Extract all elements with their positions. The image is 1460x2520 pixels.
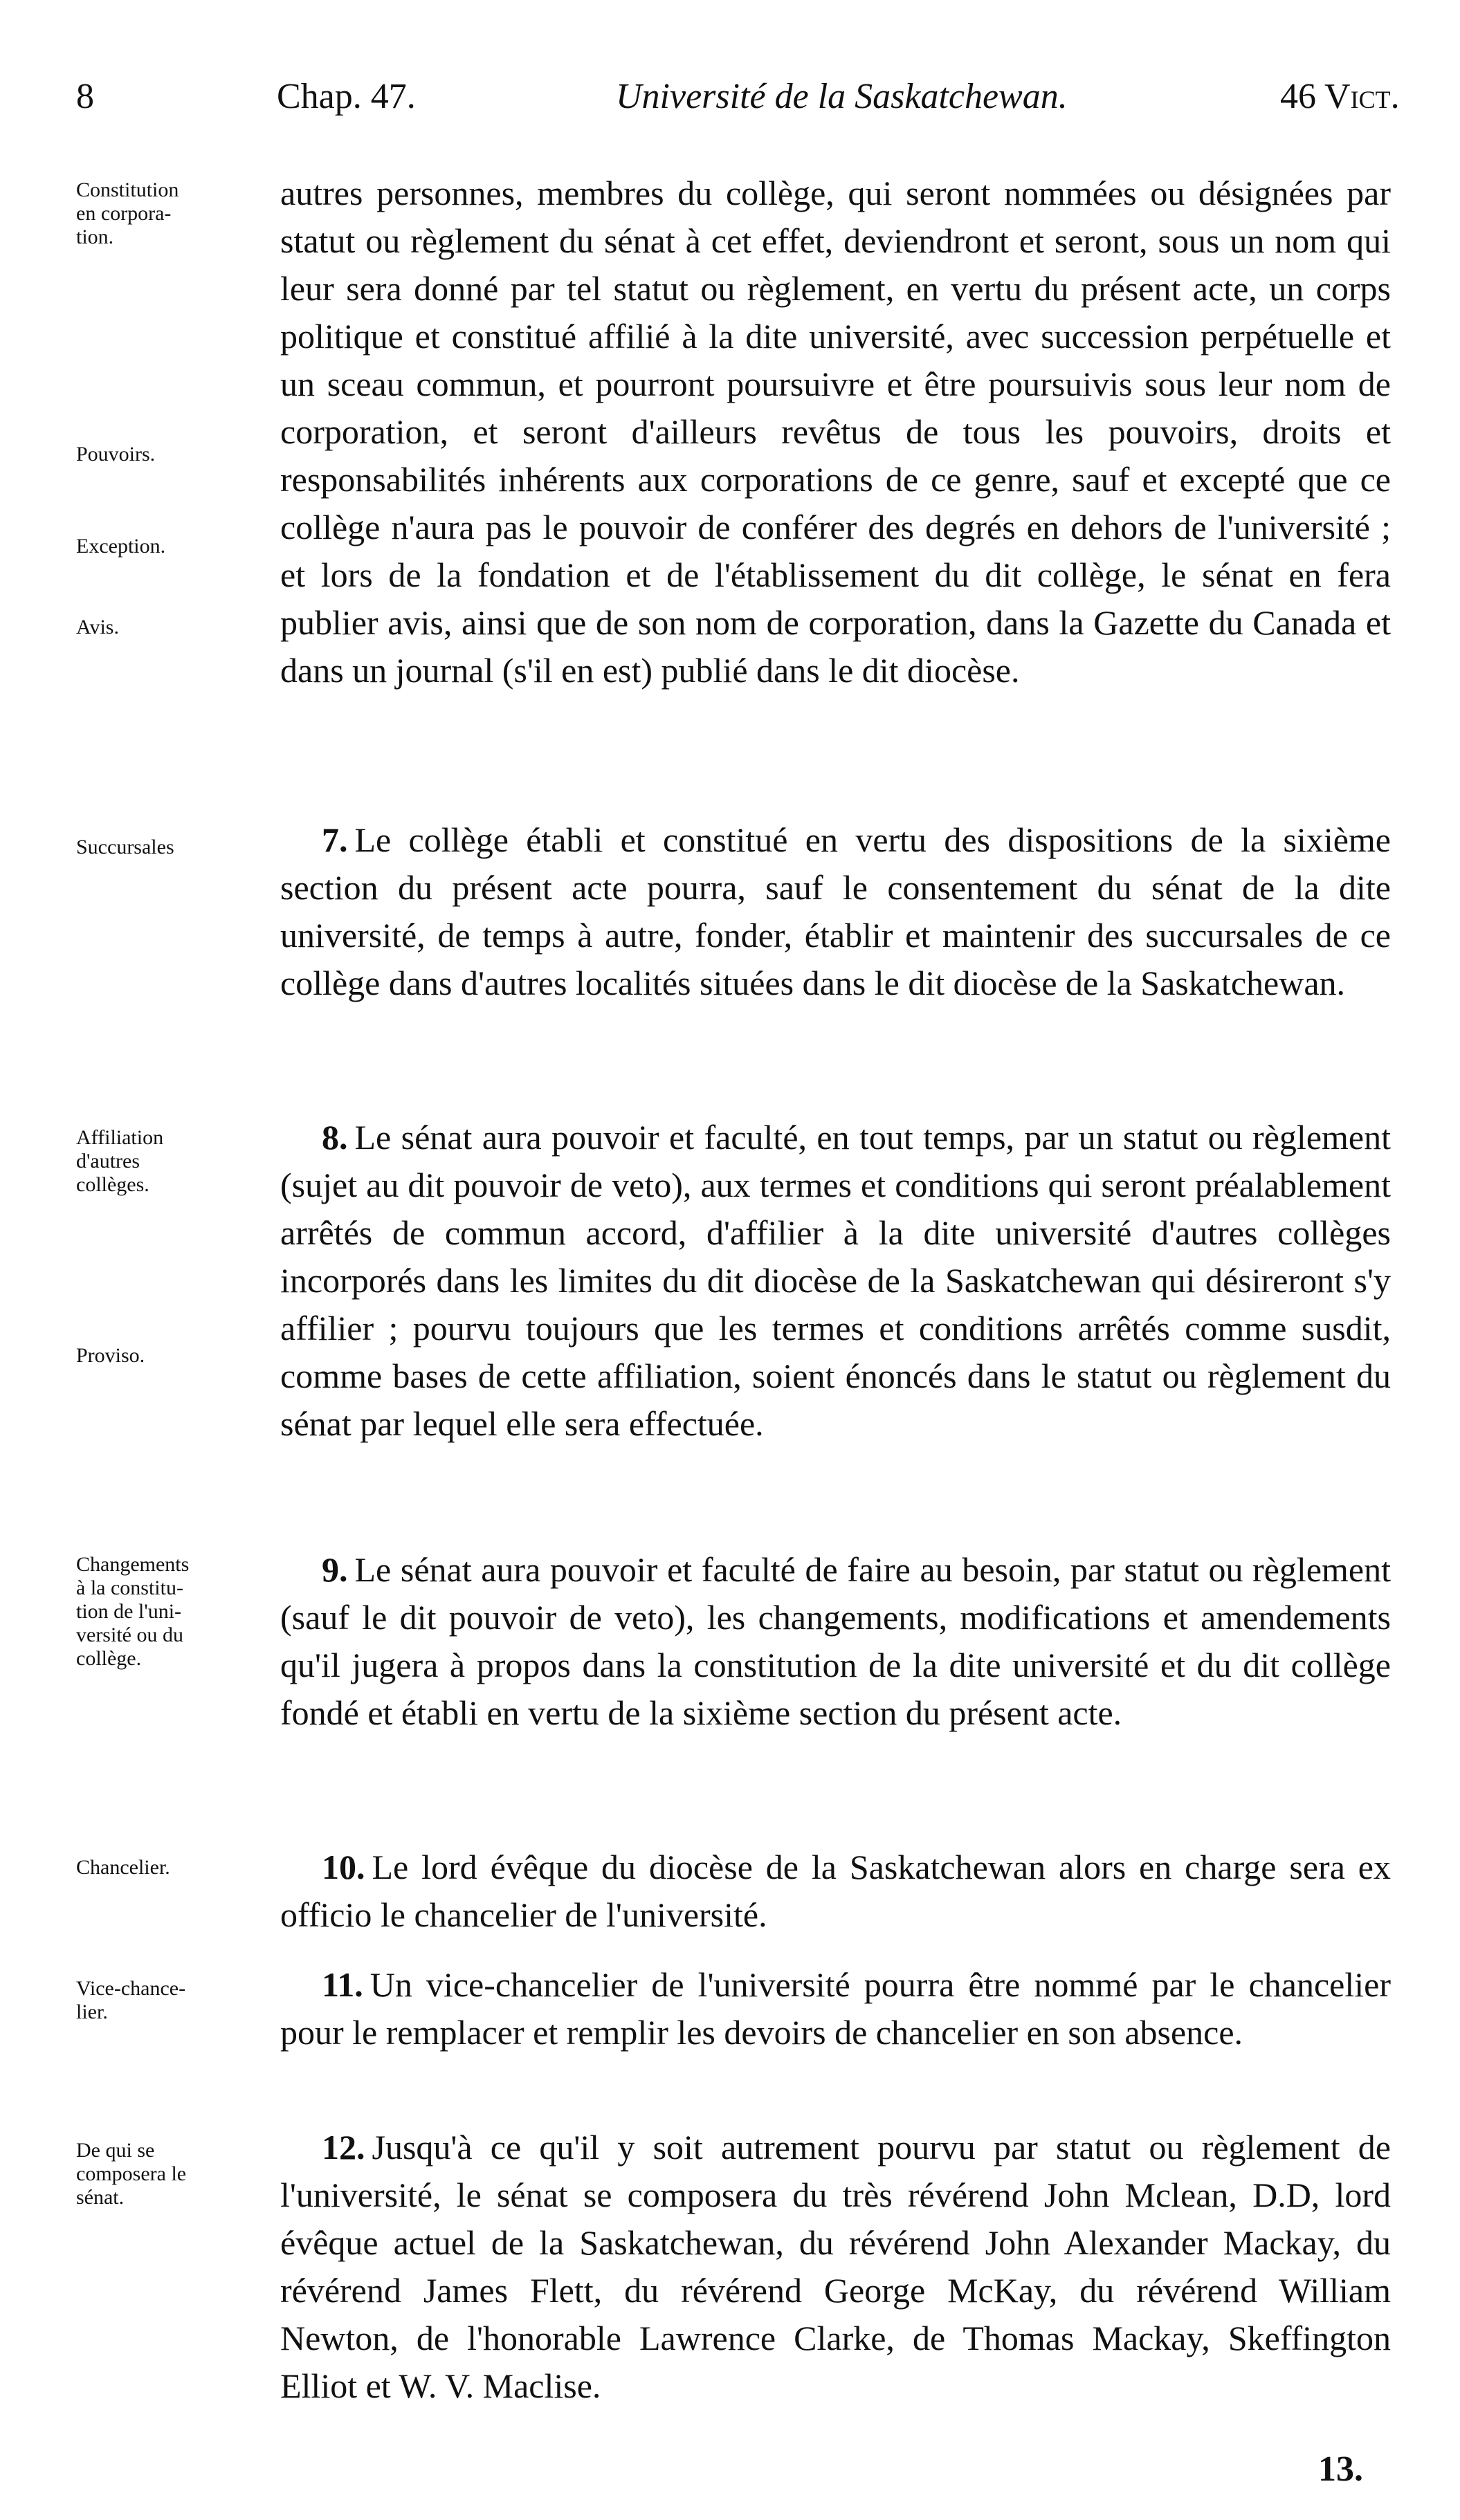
section-body — [280, 1961, 1391, 2057]
section-text: Le sénat aura pouvoir et faculté, en tout temps, par un statut ou règlement (sujet au dit pouvoir de veto), aux termes et conditions qui seront préalablement arrêtés de commun accord, d'affilier à la dite université d'autres collèges incorporés dans les limites du dit diocèse de la Saskatchewan qui désireront s'y affilier ; pourvu toujours que les termes et conditions arrêtés comme susdit, comme bases de cette affiliation, soient énoncés dans le statut ou règlement du sénat par lequel elle sera effectuée. — [280, 1118, 1391, 1443]
section-body — [280, 1546, 1391, 1737]
margin-note-affiliation: Affiliation d'autres collèges. — [76, 1126, 164, 1196]
page-number: 8 — [76, 77, 94, 116]
margin-note-constitution: Constitution en corpora- tion. — [76, 178, 179, 248]
margin-note-composition-senat: De qui se composera le sénat. — [76, 2139, 187, 2209]
running-header — [76, 76, 1400, 138]
catchword-next-section: 13. — [1318, 2449, 1363, 2489]
margin-note-chancelier: Chancelier. — [76, 1856, 170, 1879]
margin-note-avis: Avis. — [76, 616, 119, 638]
section-body — [280, 169, 1391, 695]
section-number: 10. — [322, 1848, 365, 1886]
section-number: 7. — [322, 820, 348, 859]
margin-note-vice-chancelier: Vice-chance- lier. — [76, 1977, 186, 2023]
section-text: autres personnes, membres du collège, qui seront nommées ou désignées par statut ou règlement du sénat à cet effet, deviendront et seront, sous un nom qui leur sera donné par tel statut ou règlement, en vertu du présent acte, un corps politique et constitué affilié à la dite université, avec succession perpétuelle et un sceau commun, et pourront poursuivre et être poursuivis sous leur nom de corporation, et seront d'ailleurs revêtus de tous les pouvoirs, droits et responsabilités inhérents aux corporations de ce genre, sauf et excepté que ce collège n'aura pas le pouvoir de conférer des degrés en dehors de l'université ; et lors de la fondation et de l'établissement du dit collège, le sénat en fera publier avis, ainsi que de son nom de corporation, dans la Gazette du Canada et dans un journal (s'il en est) publié dans le dit diocèse. — [280, 174, 1391, 690]
section-text: Un vice-chancelier de l'université pourra être nommé par le chancelier pour le remplacer et remplir les devoirs de chancelier en son absence. — [280, 1965, 1391, 2052]
margin-note-proviso: Proviso. — [76, 1344, 145, 1367]
section-body — [280, 1843, 1391, 1939]
section-body — [280, 1114, 1391, 1448]
section-number: 8. — [322, 1118, 348, 1157]
section-text: Le collège établi et constitué en vertu des dispositions de la sixième section du présent acte pourra, sauf le consentement du sénat de la dite université, de temps à autre, fonder, établir et maintenir des succursales de ce collège dans d'autres localités situées dans le dit diocèse de la Saskatchewan. — [280, 820, 1391, 1002]
chapter-label: Chap. 47. — [277, 77, 416, 116]
regnal-year: 46 Vict. — [1280, 77, 1400, 116]
margin-note-changements: Changements à la constitu- tion de l'uni- versité ou du collège. — [76, 1553, 190, 1670]
section-body — [280, 816, 1391, 1007]
margin-note-exception: Exception. — [76, 535, 166, 558]
section-body — [280, 2124, 1391, 2410]
section-number: 11. — [322, 1965, 363, 2004]
section-text: Le lord évêque du diocèse de la Saskatchewan alors en charge sera ex officio le chancelier de l'université. — [280, 1848, 1391, 1934]
running-title: Université de la Saskatchewan. — [616, 77, 1068, 116]
section-text: Jusqu'à ce qu'il y soit autrement pourvu par statut ou règlement de l'université, le sénat se composera du très révérend John Mclean, D.D, lord évêque actuel de la Saskatchewan, du révérend John Alexander Mackay, du révérend James Flett, du révérend George McKay, du révérend William Newton, de l'honorable Lawrence Clarke, de Thomas Mackay, Skeffington Elliot et W. V. Maclise. — [280, 2128, 1391, 2405]
margin-note-pouvoirs: Pouvoirs. — [76, 443, 156, 466]
margin-note-succursales: Succursales — [76, 836, 174, 858]
section-text: Le sénat aura pouvoir et faculté de faire au besoin, par statut ou règlement (sauf le dit pouvoir de veto), les changements, modifications et amendements qu'il jugera à propos dans la constitution de la dite université et du dit collège fondé et établi en vertu de la sixième section du présent acte. — [280, 1550, 1391, 1732]
section-number: 12. — [322, 2128, 365, 2167]
section-number: 9. — [322, 1550, 348, 1589]
